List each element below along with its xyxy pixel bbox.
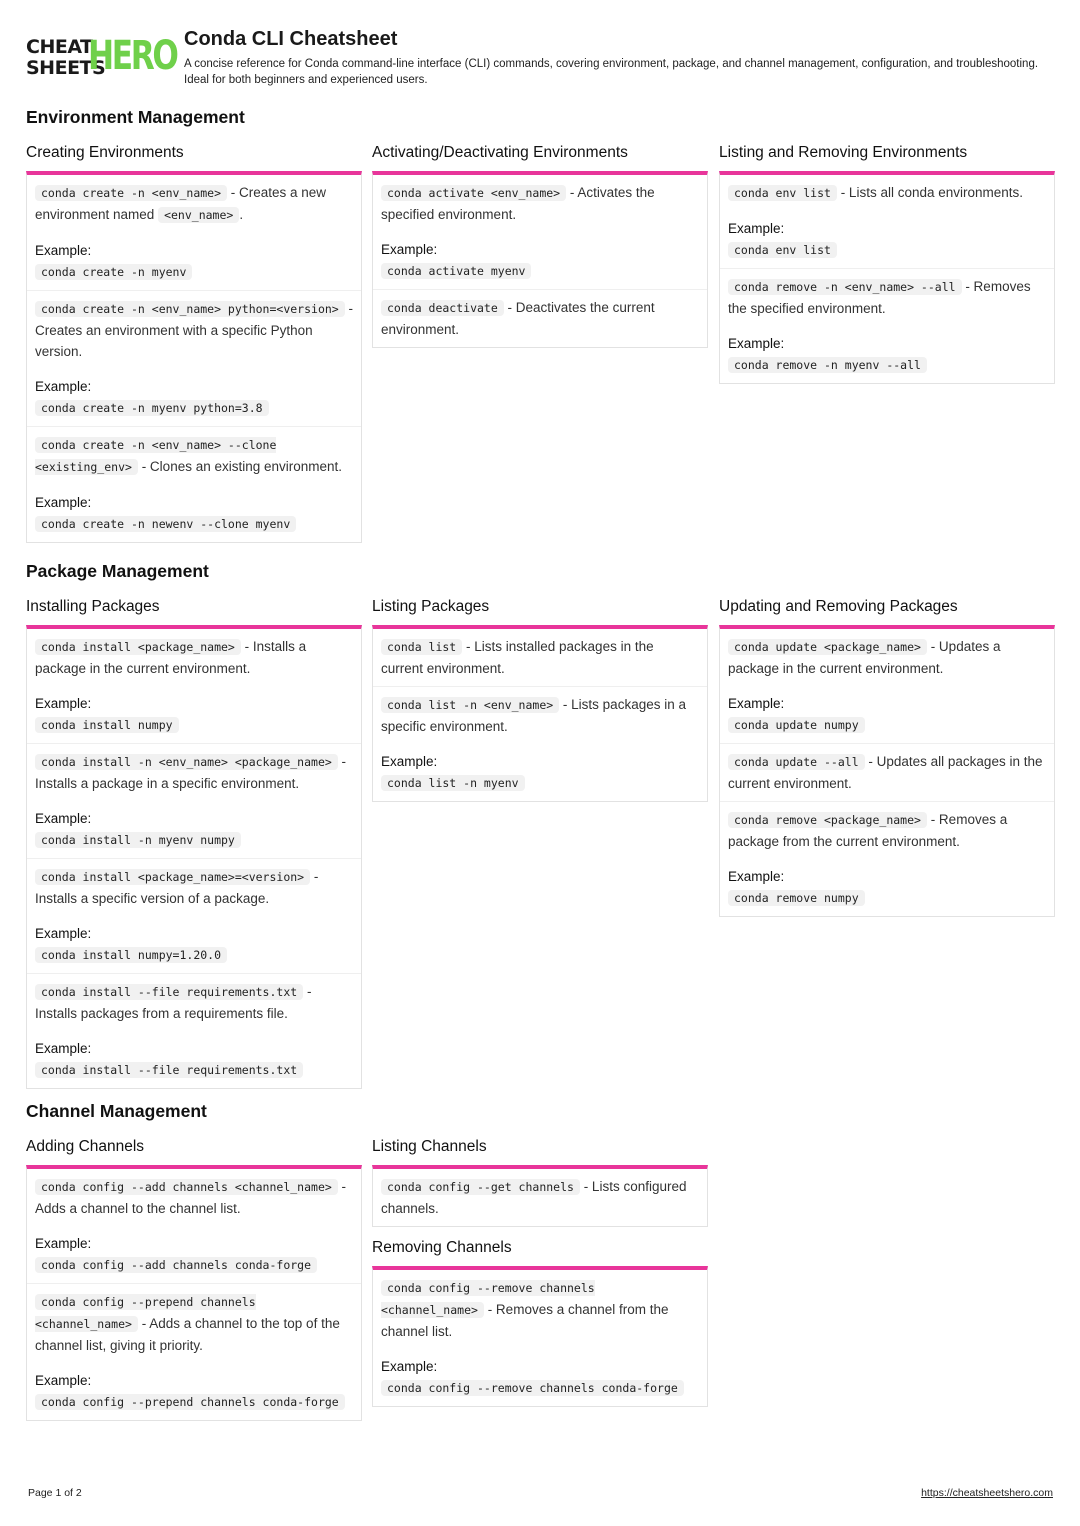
command-description: - Activates the specified environment. <box>381 185 655 222</box>
block-adding-channels <box>26 1137 362 1421</box>
block-title: Adding Channels <box>26 1138 145 1155</box>
command-item <box>27 973 361 1088</box>
example-label: Example: <box>728 696 785 711</box>
page-title: Conda CLI Cheatsheet <box>184 28 398 50</box>
logo-text-hero: HERO <box>88 33 177 79</box>
command-code: conda create -n <env_name> python=<version> <box>35 301 345 317</box>
command-description: - Installs a package in the current environment. <box>35 639 307 676</box>
example-code: conda remove -n myenv --all <box>728 357 927 373</box>
example-code: conda update numpy <box>728 717 865 733</box>
command-item <box>27 1169 361 1283</box>
command-description: . <box>239 207 244 222</box>
command-description: - Installs packages from a requirements file. <box>35 984 312 1021</box>
block-title: Installing Packages <box>26 598 160 615</box>
command-item <box>27 743 361 858</box>
block-activating-environments <box>372 143 708 348</box>
command-description: - Installs a specific version of a package. <box>35 869 319 906</box>
example-code: conda install numpy=1.20.0 <box>35 947 227 963</box>
block-title: Listing and Removing Environments <box>719 144 968 161</box>
command-code: conda install -n <env_name> <package_name> <box>35 754 338 770</box>
command-code: conda config --prepend channels <channel_name> <box>35 1295 256 1331</box>
command-code: conda update <package_name> <box>728 639 927 655</box>
command-description: - Lists installed packages in the current environment. <box>381 639 654 676</box>
command-item <box>27 290 361 426</box>
example-code: conda config --add channels conda-forge <box>35 1257 317 1273</box>
example-label: Example: <box>35 1373 92 1388</box>
command-description: - Creates an environment with a specific Python version. <box>35 301 353 359</box>
command-card <box>26 171 362 543</box>
logo-text-sheets: SHEETS <box>26 57 106 79</box>
example-label: Example: <box>35 1236 92 1251</box>
example-code: conda install --file requirements.txt <box>35 1062 303 1078</box>
command-item <box>373 175 707 289</box>
command-code: conda config --remove channels <channel_name> <box>381 1281 595 1317</box>
command-description: - Removes a package from the current environment. <box>728 812 1008 849</box>
example-code: conda config --remove channels conda-forge <box>381 1380 684 1396</box>
command-card <box>26 1165 362 1421</box>
section-title-channel-management: Channel Management <box>26 1101 207 1121</box>
example-label: Example: <box>381 242 438 257</box>
command-description: - Lists all conda environments. <box>836 185 1024 200</box>
command-description: - Installs a package in a specific environment. <box>35 754 347 791</box>
block-creating-environments <box>26 143 362 543</box>
example-label: Example: <box>35 379 92 394</box>
command-card <box>372 171 708 348</box>
section-title-package-management: Package Management <box>26 561 209 581</box>
command-item <box>27 629 361 743</box>
command-code: conda install <package_name> <box>35 639 241 655</box>
command-item <box>27 175 361 290</box>
example-label: Example: <box>35 1041 92 1056</box>
command-code: conda create -n <env_name> <box>35 185 227 201</box>
block-listing-channels <box>372 1137 708 1227</box>
block-title: Listing Channels <box>372 1138 487 1155</box>
page-number: Page 1 of 2 <box>28 1487 82 1499</box>
command-card <box>26 625 362 1089</box>
command-code: conda env list <box>728 185 837 201</box>
command-item <box>720 268 1054 383</box>
example-code: conda create -n newenv --clone myenv <box>35 516 296 532</box>
command-code: conda deactivate <box>381 300 504 316</box>
block-title: Activating/Deactivating Environments <box>372 144 628 161</box>
example-code: conda remove numpy <box>728 890 865 906</box>
command-card <box>719 625 1055 917</box>
command-code: conda config --get channels <box>381 1179 580 1195</box>
block-updating-removing-packages <box>719 597 1055 917</box>
command-item <box>27 858 361 973</box>
example-label: Example: <box>381 1359 438 1374</box>
example-code: conda install numpy <box>35 717 179 733</box>
command-description: - Deactivates the current environment. <box>381 300 655 337</box>
command-description: - Lists configured channels. <box>381 1179 687 1216</box>
command-code: conda config --add channels <channel_name> <box>35 1179 338 1195</box>
command-item <box>720 743 1054 801</box>
command-description: - Removes the specified environment. <box>728 279 1031 316</box>
example-code: conda config --prepend channels conda-forge <box>35 1394 345 1410</box>
command-code: conda install --file requirements.txt <box>35 984 303 1000</box>
logo-text-cheat: CHEAT <box>26 36 93 58</box>
command-code: conda create -n <env_name> --clone <existing_env> <box>35 438 277 474</box>
page-description: A concise reference for Conda command-line interface (CLI) commands, covering environment, package, and channel management, configuration, and troubleshooting. Ideal for both beginners and experienced users. <box>184 58 1039 86</box>
block-title: Creating Environments <box>26 144 184 161</box>
example-label: Example: <box>728 221 785 236</box>
command-description: - Lists packages in a specific environment. <box>381 697 686 734</box>
command-code: conda install <package_name>=<version> <box>35 869 310 885</box>
command-card <box>372 1165 708 1227</box>
command-description: - Adds a channel to the channel list. <box>35 1179 347 1216</box>
block-title: Removing Channels <box>372 1239 512 1256</box>
command-code: conda remove -n <env_name> --all <box>728 279 962 295</box>
command-item <box>27 426 361 542</box>
command-card <box>372 625 708 802</box>
cheatsheets-hero-logo[interactable] <box>26 33 177 79</box>
block-listing-packages <box>372 597 708 802</box>
example-label: Example: <box>728 336 785 351</box>
command-description: - Creates a new environment named <box>35 185 327 222</box>
command-item <box>720 629 1054 743</box>
command-description: - Updates all packages in the current environment. <box>728 754 1043 791</box>
example-code: conda install -n myenv numpy <box>35 832 241 848</box>
command-item <box>373 1270 707 1406</box>
command-card <box>372 1266 708 1407</box>
footer-link[interactable]: https://cheatsheetshero.com <box>921 1487 1053 1499</box>
command-description: - Updates a package in the current environment. <box>728 639 1001 676</box>
example-code: conda activate myenv <box>381 263 531 279</box>
command-card <box>719 171 1055 384</box>
section-title-environment-management: Environment Management <box>26 107 245 127</box>
page-header <box>26 28 1056 92</box>
example-code: conda create -n myenv <box>35 264 192 280</box>
example-label: Example: <box>35 926 92 941</box>
command-item <box>373 1169 707 1226</box>
example-label: Example: <box>728 869 785 884</box>
command-item <box>373 686 707 801</box>
block-title: Listing Packages <box>372 598 490 615</box>
example-label: Example: <box>35 495 92 510</box>
command-item <box>27 1283 361 1420</box>
example-code: conda env list <box>728 242 837 258</box>
example-label: Example: <box>35 696 92 711</box>
command-code: conda list <box>381 639 462 655</box>
example-code: conda list -n myenv <box>381 775 525 791</box>
example-label: Example: <box>381 754 438 769</box>
command-item <box>720 175 1054 268</box>
command-code: <env_name> <box>158 207 239 223</box>
example-label: Example: <box>35 243 92 258</box>
command-code: conda remove <package_name> <box>728 812 927 828</box>
command-item <box>373 629 707 686</box>
block-listing-removing-environments <box>719 143 1055 384</box>
block-installing-packages <box>26 597 362 1089</box>
command-item <box>373 289 707 347</box>
command-description: - Removes a channel from the channel list. <box>381 1302 669 1339</box>
example-code: conda create -n myenv python=3.8 <box>35 400 269 416</box>
command-description: - Adds a channel to the top of the channel list, giving it priority. <box>35 1316 340 1353</box>
example-label: Example: <box>35 811 92 826</box>
command-code: conda update --all <box>728 754 865 770</box>
command-item <box>720 801 1054 916</box>
block-removing-channels <box>372 1238 708 1407</box>
command-code: conda list -n <env_name> <box>381 697 559 713</box>
command-description: - Clones an existing environment. <box>137 459 343 474</box>
block-title: Updating and Removing Packages <box>719 598 958 615</box>
command-code: conda activate <env_name> <box>381 185 566 201</box>
